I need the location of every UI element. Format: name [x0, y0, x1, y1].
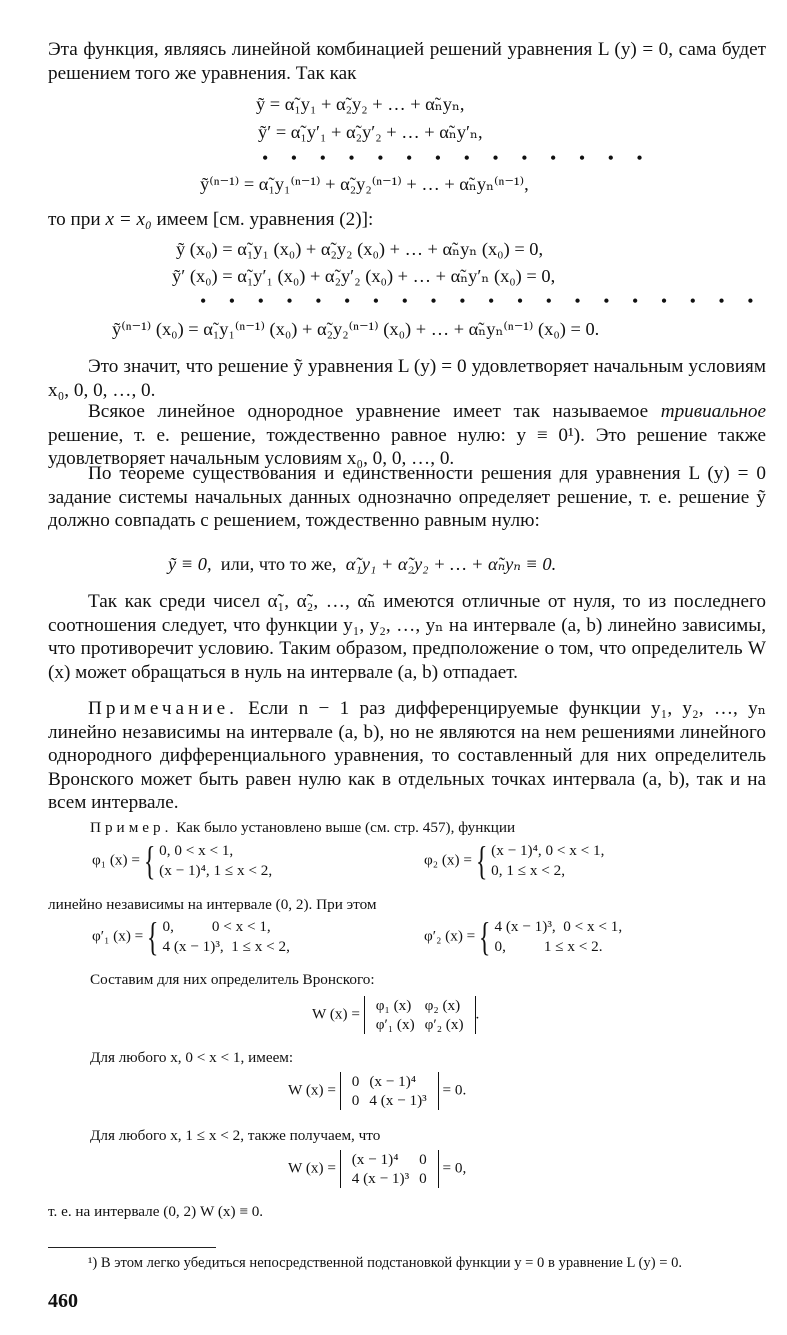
footnote-rule — [48, 1247, 216, 1248]
dphi1-case-1: 0, 0 < x < 1, — [162, 918, 271, 935]
dphi1-definition — [92, 914, 290, 959]
dphi1-case-2: 4 (x − 1)³, 1 ≤ x < 2, — [162, 938, 290, 955]
paragraph-3: Это значит, что решение ỹ уравнения L (y) = 0 удовлетворяет начальным условиям x₀, 0, 0, …, 0. — [48, 356, 766, 401]
dphi2-case-1: 4 (x − 1)³, 0 < x < 1, — [494, 918, 623, 935]
paragraph-4-b: решение, т. е. решение, тождественно равное нулю: y ≡ 0¹). Это решение также удовлетворяет начальным условиям x₀, 0, 0, …, 0. — [48, 424, 766, 470]
example-line-3: Составим для них определитель Вронского: — [90, 971, 375, 988]
dphi2-lhs: φ′₂ (x) = — [424, 927, 476, 945]
phi1-definition — [92, 838, 273, 883]
note-text: Если n − 1 раз дифференцируемые функции y₁, y₂, …, yₙ линейно независимы на интервале (a, b), но не являются на нем решениями линейного однородного дифференциального уравнения, то составленный для них определитель Вронского может быть равен нулю как в отдельных точках интервала (a, b), так и на всем интервале. — [48, 698, 766, 814]
ellipsis-dots-2: • • • • • • • • • • • • • • • • • • • • — [200, 291, 763, 311]
det-cell: 0 — [351, 1073, 360, 1090]
example-line-5: Для любого x, 1 ≤ x < 2, также получаем, что — [90, 1127, 381, 1144]
wronskian-lhs: W (x) = — [288, 1159, 336, 1177]
det-cell: (x − 1)⁴ — [351, 1151, 399, 1168]
equation-5: ỹ′ (x₀) = α̃₁y′₁ (x₀) + α̃₂y′₂ (x₀) + … + α̃ₙy′ₙ (x₀) = 0, — [172, 266, 556, 286]
wronskian-case-1 — [288, 1072, 466, 1110]
determinant — [340, 1150, 439, 1188]
phi1-case-2: (x − 1)⁴, 1 ≤ x < 2, — [159, 862, 273, 879]
paragraph-2-start: то при — [48, 209, 101, 230]
paragraph-7 — [48, 697, 766, 815]
phi1-lhs: φ₁ (x) = — [92, 851, 140, 869]
footnote: ¹) В этом легко убедиться непосредственной подстановкой функции y = 0 в уравнение L (y) = 0. — [88, 1255, 683, 1271]
det-cell: 0 — [419, 1170, 427, 1187]
condition: x = x₀ — [105, 209, 152, 230]
det-cell: φ₂ (x) — [424, 997, 461, 1014]
equation-zero-b: или, что то же, — [220, 554, 337, 574]
det-cell: φ′₂ (x) — [424, 1016, 464, 1033]
phi2-case-2: 0, 1 ≤ x < 2, — [491, 862, 565, 879]
brace: { — [147, 914, 159, 959]
example-line-4: Для любого x, 0 < x < 1, имеем: — [90, 1049, 294, 1066]
paragraph-5: По теореме существования и единственности решения для уравнения L (y) = 0 задание системы начальных данных однозначно определяет решение, т. е. решение ỹ должно совпадать с решением, тождественно равным нулю: — [48, 463, 766, 532]
example-line-2: линейно независимы на интервале (0, 2). При этом — [48, 896, 377, 913]
brace: { — [479, 914, 491, 959]
equation-1: ỹ = α̃₁y₁ + α̃₂y₂ + … + α̃ₙyₙ, — [256, 94, 465, 114]
determinant — [340, 1072, 439, 1110]
phi2-lhs: φ₂ (x) = — [424, 851, 472, 869]
paragraph-4-a: Всякое линейное однородное уравнение имеет так называемое — [88, 401, 649, 422]
dphi2-case-2: 0, 1 ≤ x < 2. — [494, 938, 603, 955]
phi2-cases — [491, 841, 604, 881]
wronskian-case-2 — [288, 1150, 466, 1188]
paragraph-2 — [48, 208, 766, 232]
det-cell: 4 (x − 1)³ — [351, 1170, 410, 1187]
dphi1-cases — [162, 917, 289, 957]
dphi1-lhs: φ′₁ (x) = — [92, 927, 144, 945]
dphi2-definition — [424, 914, 623, 959]
wronskian-lhs: W (x) = — [288, 1081, 336, 1099]
equation-zero-a: ỹ ≡ 0, — [168, 554, 212, 574]
paragraph-6: Так как среди чисел α̃₁, α̃₂, …, α̃ₙ имеются отличные от нуля, то из последнего соотношения следует, что функции y₁, y₂, …, yₙ на интервале (a, b) линейно зависимы, что противоречит условию. Таким образом, предположение о том, что определитель W (x) может обращаться в нуль на интервале (a, b) отпадает. — [48, 591, 766, 683]
example-text: Как было установлено выше (см. стр. 457), функции — [176, 819, 516, 836]
phi1-cases — [159, 841, 272, 881]
det-cell: 0 — [351, 1092, 360, 1109]
det-cell: (x − 1)⁴ — [369, 1073, 417, 1090]
det-cell: 0 — [419, 1151, 427, 1168]
det-cell: φ′₁ (x) — [375, 1016, 415, 1033]
equation-3: ỹ⁽ⁿ⁻¹⁾ = α̃₁y₁⁽ⁿ⁻¹⁾ + α̃₂y₂⁽ⁿ⁻¹⁾ + … + α̃ₙyₙ⁽ⁿ⁻¹⁾, — [200, 174, 529, 194]
brace: { — [143, 838, 156, 883]
example-label: Пример. — [90, 819, 173, 836]
wronskian-lhs: W (x) = — [312, 1005, 360, 1023]
period: . — [475, 1005, 480, 1023]
paragraph-2-end: имеем [см. уравнения (2)]: — [156, 209, 374, 230]
equals-zero: = 0, — [442, 1159, 467, 1177]
example-intro — [48, 818, 766, 837]
phi2-case-1: (x − 1)⁴, 0 < x < 1, — [491, 842, 605, 859]
example-conclusion: т. е. на интервале (0, 2) W (x) ≡ 0. — [48, 1203, 264, 1220]
phi1-case-1: 0, 0 < x < 1, — [159, 842, 234, 859]
equation-2: ỹ′ = α̃₁y′₁ + α̃₂y′₂ + … + α̃ₙy′ₙ, — [258, 122, 483, 142]
dphi2-cases — [494, 917, 622, 957]
equation-4: ỹ (x₀) = α̃₁y₁ (x₀) + α̃₂y₂ (x₀) + … + α̃ₙyₙ (x₀) = 0, — [176, 239, 544, 259]
phi2-definition — [424, 838, 605, 883]
det-cell: 4 (x − 1)³ — [369, 1092, 427, 1109]
paragraph-4-emphasis: тривиальное — [660, 401, 767, 422]
equation-6: ỹ⁽ⁿ⁻¹⁾ (x₀) = α̃₁y₁⁽ⁿ⁻¹⁾ (x₀) + α̃₂y₂⁽ⁿ⁻¹⁾ (x₀) + … + α̃ₙyₙ⁽ⁿ⁻¹⁾ (x₀) = 0. — [112, 319, 600, 339]
equation-zero-c: α̃₁y₁ + α̃₂y₂ + … + α̃ₙyₙ ≡ 0. — [345, 554, 557, 574]
determinant — [364, 996, 476, 1034]
equation-zero — [168, 553, 556, 575]
page-number: 460 — [48, 1290, 78, 1312]
ellipsis-dots: • • • • • • • • • • • • • • — [262, 148, 652, 168]
wronskian-general — [312, 996, 479, 1034]
det-cell: φ₁ (x) — [375, 997, 412, 1014]
note-label: Примечание. — [88, 698, 238, 719]
brace: { — [475, 838, 488, 883]
equals-zero: = 0. — [442, 1081, 467, 1099]
paragraph-1: Эта функция, являясь линейной комбинацией решений уравнения L (y) = 0, сама будет решением того же уравнения. Так как — [48, 39, 766, 84]
paragraph-4 — [48, 400, 766, 471]
